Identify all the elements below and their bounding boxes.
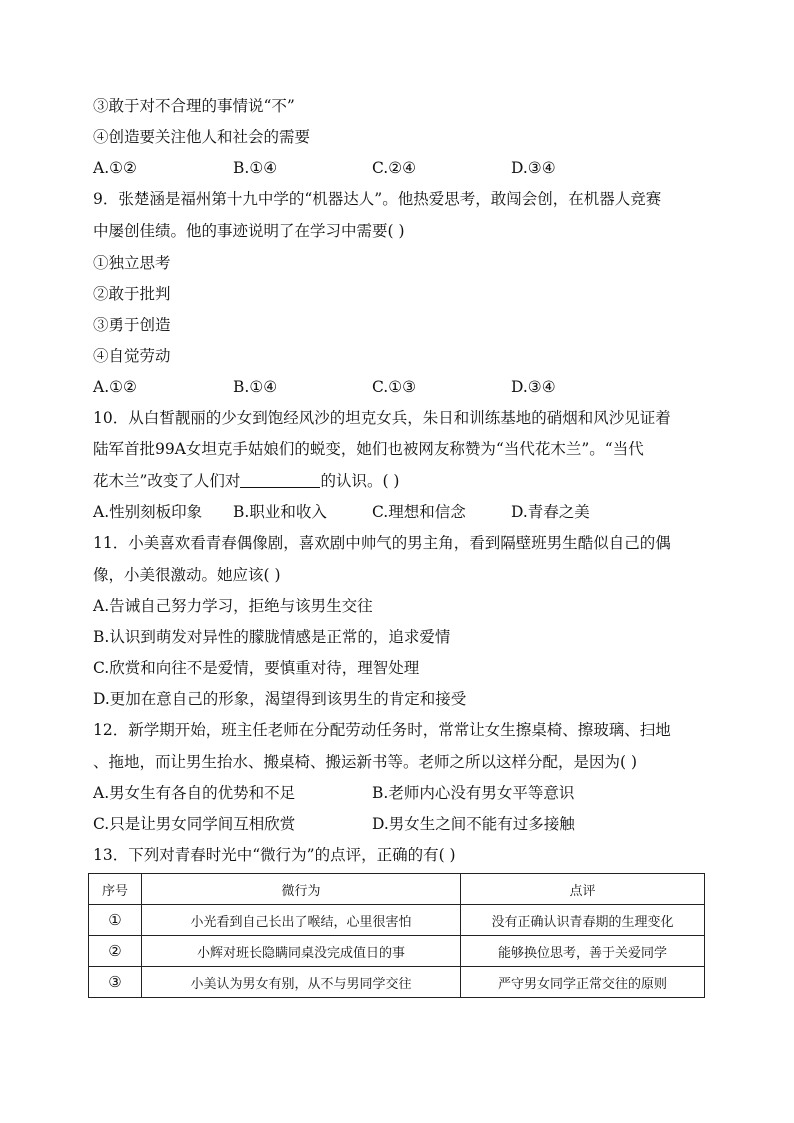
- q8-option-a[interactable]: A.①②: [93, 159, 137, 177]
- q9-item-2: ②敢于批判: [93, 285, 171, 303]
- q9-stem-line-2: 中屡创佳绩。他的事迹说明了在学习中需要( ): [93, 222, 405, 240]
- row-comment: 严守男女同学正常交往的原则: [461, 967, 705, 998]
- row-comment: 没有正确认识青春期的生理变化: [461, 905, 705, 936]
- q9-option-d[interactable]: D.③④: [511, 378, 556, 396]
- q9-item-1: ①独立思考: [93, 254, 171, 272]
- table-row: [89, 967, 705, 998]
- q10-option-a[interactable]: A.性别刻板印象: [93, 503, 203, 521]
- table-row: [89, 936, 705, 967]
- row-comment: 能够换位思考，善于关爱同学: [461, 936, 705, 967]
- q10-option-b[interactable]: B.职业和收入: [233, 503, 327, 521]
- q8-item-4: ④创造要关注他人和社会的需要: [93, 128, 311, 146]
- q9-option-b[interactable]: B.①④: [233, 378, 278, 396]
- header-behavior: 微行为: [142, 874, 461, 905]
- q10-line3-before: 花木兰”改变了人们对: [93, 472, 241, 490]
- q8-item-3: ③敢于对不合理的事情说“不”: [93, 97, 295, 115]
- q9-option-a[interactable]: A.①②: [93, 378, 137, 396]
- q10-answer-blank[interactable]: [240, 471, 320, 488]
- q8-option-c[interactable]: C.②④: [372, 159, 417, 177]
- row-behavior: 小辉对班长隐瞒同桌没完成值日的事: [142, 936, 461, 967]
- table-header-row: [89, 874, 705, 905]
- q11-option-d[interactable]: D.更加在意自己的形象，渴望得到该男生的肯定和接受: [93, 690, 467, 708]
- header-index: 序号: [89, 874, 142, 905]
- q11-stem-line-2: 像，小美很激动。她应该( ): [93, 566, 281, 584]
- q10-stem-line-2: 陆军首批99A女坦克手姑娘们的蜕变，她们也被网友称赞为“当代花木兰”。“当代: [93, 440, 644, 458]
- q11-stem-line-1: 11．小美喜欢看青春偶像剧，喜欢剧中帅气的男主角，看到隔壁班男生酷似自己的偶: [93, 534, 671, 552]
- q11-option-b[interactable]: B.认识到萌发对异性的朦胧情感是正常的，追求爱情: [93, 628, 451, 646]
- row-behavior: 小美认为男女有别，从不与男同学交往: [142, 967, 461, 998]
- q12-option-b[interactable]: B.老师内心没有男女平等意识: [372, 784, 575, 802]
- q13-table: [88, 873, 705, 998]
- q12-option-d[interactable]: D.男女生之间不能有过多接触: [372, 815, 575, 833]
- row-index: ③: [89, 967, 142, 998]
- q12-stem-line-1: 12．新学期开始，班主任老师在分配劳动任务时，常常让女生擦桌椅、擦玻璃、扫地: [93, 721, 671, 739]
- q12-option-c[interactable]: C.只是让男女同学间互相欣赏: [93, 815, 296, 833]
- row-index: ①: [89, 905, 142, 936]
- table-row: [89, 905, 705, 936]
- q9-option-c[interactable]: C.①③: [372, 378, 417, 396]
- q8-option-b[interactable]: B.①④: [233, 159, 278, 177]
- q11-option-a[interactable]: A.告诫自己努力学习，拒绝与该男生交往: [93, 597, 373, 615]
- q9-stem-line-1: 9．张楚涵是福州第十九中学的“机器达人”。他热爱思考，敢闯会创，在机器人竞赛: [93, 190, 662, 208]
- q10-line3-after: 的认识。( ): [320, 472, 400, 490]
- row-behavior: 小光看到自己长出了喉结，心里很害怕: [142, 905, 461, 936]
- q11-option-c[interactable]: C.欣赏和向往不是爱情，要慎重对待，理智处理: [93, 659, 420, 677]
- header-comment: 点评: [461, 874, 705, 905]
- q12-stem-line-2: 、拖地，而让男生抬水、搬桌椅、搬运新书等。老师之所以这样分配，是因为( ): [93, 753, 638, 771]
- q10-option-c[interactable]: C.理想和信念: [372, 503, 466, 521]
- q9-item-3: ③勇于创造: [93, 316, 171, 334]
- q9-item-4: ④自觉劳动: [93, 347, 171, 365]
- q12-option-a[interactable]: A.男女生有各自的优势和不足: [93, 784, 296, 802]
- q10-stem-line-1: 10．从白皙靓丽的少女到饱经风沙的坦克女兵，朱日和训练基地的硝烟和风沙见证着: [93, 409, 671, 427]
- q8-option-d[interactable]: D.③④: [511, 159, 556, 177]
- q10-stem-line-3: [93, 470, 399, 492]
- q10-option-d[interactable]: D.青春之美: [511, 503, 590, 521]
- q13-stem: 13．下列对青春时光中“微行为”的点评，正确的有( ): [93, 846, 456, 864]
- row-index: ②: [89, 936, 142, 967]
